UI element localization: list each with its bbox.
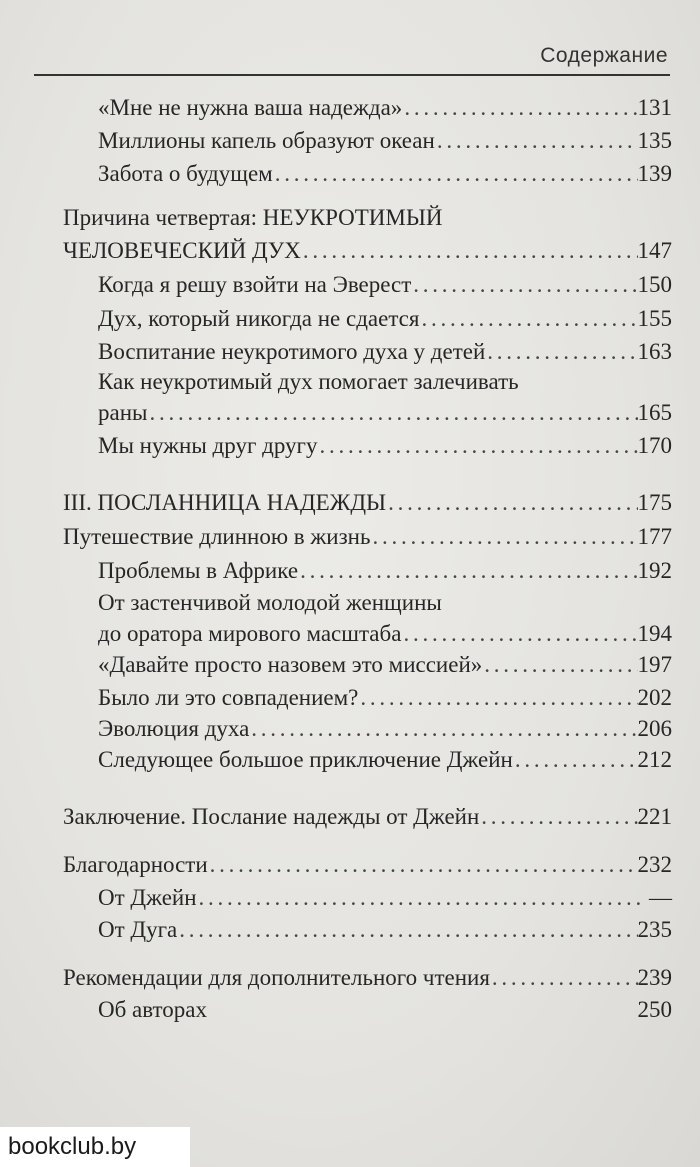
site-watermark: bookclub.by (0, 1127, 190, 1167)
toc-entry-title: Заключение. Послание надежды от Джейн (63, 804, 480, 829)
toc-page-number: 239 (637, 965, 672, 990)
toc-page-number: 192 (637, 558, 672, 583)
toc-entry (63, 235, 672, 267)
dot-leader (401, 618, 637, 650)
toc-entry (98, 430, 672, 462)
toc-entry-title: Миллионы капель образуют океан (98, 128, 435, 153)
toc-entry (63, 801, 672, 833)
toc-page-number: 232 (637, 852, 672, 877)
toc-entry-title: От Джейн (98, 885, 197, 910)
toc-entry (98, 744, 672, 776)
toc-entry (98, 92, 672, 124)
dot-leader (273, 158, 638, 190)
dot-leader (490, 962, 638, 994)
toc-page-number: 202 (637, 685, 672, 710)
toc-entry (98, 125, 672, 157)
toc-entry-title: Эволюция духа (98, 716, 250, 741)
dot-leader (208, 849, 638, 881)
toc-entry (63, 487, 672, 519)
toc-page-number: 150 (637, 272, 672, 297)
dot-leader (402, 92, 637, 124)
toc-page-number: 235 (637, 917, 672, 942)
toc-entry (98, 713, 672, 745)
dot-leader (482, 649, 637, 681)
dot-leader (370, 521, 637, 553)
dot-leader (386, 487, 637, 519)
toc-entry (98, 336, 672, 368)
dot-leader (317, 430, 637, 462)
toc-page-number: 139 (637, 161, 672, 186)
toc-entry (98, 397, 672, 429)
header-title: Содержание (540, 44, 668, 67)
dot-leader (411, 269, 637, 301)
toc-page-number: — (649, 885, 672, 910)
toc-page-number: 197 (637, 652, 672, 677)
dot-leader (485, 336, 637, 368)
toc-entry-title: «Мне не нужна ваша надежда» (98, 95, 403, 120)
dot-leader (301, 235, 638, 267)
dot-leader (358, 682, 637, 714)
toc-page-number: 221 (637, 804, 672, 829)
toc-page-number: 170 (637, 433, 672, 458)
dot-leader (479, 801, 637, 833)
toc-entry-title: «Давайте просто назовем это миссией» (98, 652, 483, 677)
dot-leader (419, 303, 637, 335)
toc-page-number: 147 (637, 238, 672, 263)
dot-leader (513, 744, 638, 776)
toc-entry-title: III. ПОСЛАННИЦА НАДЕЖДЫ (63, 490, 387, 515)
toc-entry (98, 914, 672, 946)
toc-entry-title-line2: до оратора мирового масштаба (98, 621, 402, 646)
toc-page-number: 177 (637, 524, 672, 549)
toc-entry (98, 649, 672, 681)
dot-leader (177, 914, 637, 946)
toc-entry-title: Мы нужны друг другу (98, 433, 318, 458)
toc-entry-title: Рекомендации для дополнительного чтения (63, 965, 490, 990)
toc-entry (98, 555, 672, 587)
toc-entry (98, 994, 672, 1026)
toc-entry-title: Благодарности (63, 852, 208, 877)
dot-leader (435, 125, 638, 157)
dot-leader (147, 397, 637, 429)
toc-entry (98, 618, 672, 650)
toc-page-number: 165 (637, 400, 672, 425)
dot-leader (298, 555, 637, 587)
toc-entry (98, 269, 672, 301)
toc-entry-title: Проблемы в Африке (98, 558, 299, 583)
toc-page-number: 163 (637, 339, 672, 364)
dot-leader (249, 713, 637, 745)
toc-entry-title-line2: раны (98, 400, 148, 425)
toc-page-number: 212 (637, 747, 672, 772)
toc-entry (98, 303, 672, 335)
toc-entry-title: Когда я решу взойти на Эверест (98, 272, 412, 297)
toc-page-number: 250 (637, 997, 672, 1022)
toc-entry-title-line1: Причина четвертая: НЕУКРОТИМЫЙ (63, 205, 443, 230)
toc-entry-title-line2: ЧЕЛОВЕЧЕСКИЙ ДУХ (63, 238, 301, 263)
dot-leader (197, 882, 642, 914)
toc-entry-title-line1: От застенчивой молодой женщины (98, 590, 442, 615)
toc-page-number: 135 (637, 128, 672, 153)
toc-entry (63, 849, 672, 881)
toc-page-number: 206 (637, 716, 672, 741)
toc-entry-title: От Дуга (98, 917, 178, 942)
toc-entry-title: Дух, который никогда не сдается (98, 306, 420, 331)
toc-page-number: 175 (637, 490, 672, 515)
toc-entry (98, 682, 672, 714)
toc-page-number: 155 (637, 306, 672, 331)
toc-entry-title-line1: Как неукротимый дух помогает залечивать (98, 369, 519, 394)
running-header (34, 44, 670, 76)
toc-entry-title: Следующее большое приключение Джейн (98, 747, 513, 772)
toc-entry (98, 158, 672, 190)
toc-entry-title: Воспитание неукротимого духа у детей (98, 339, 486, 364)
toc-page-number: 131 (637, 95, 672, 120)
toc-entry (63, 962, 672, 994)
toc-entry (98, 882, 672, 914)
toc-entry (63, 521, 672, 553)
toc-entry-title: Путешествие длинною в жизнь (63, 524, 371, 549)
toc-entry-title: Забота о будущем (98, 161, 273, 186)
toc-entry-title: Было ли это совпадением? (98, 685, 359, 710)
toc-entry-title: Об авторах (98, 997, 208, 1022)
toc-page-number: 194 (637, 621, 672, 646)
